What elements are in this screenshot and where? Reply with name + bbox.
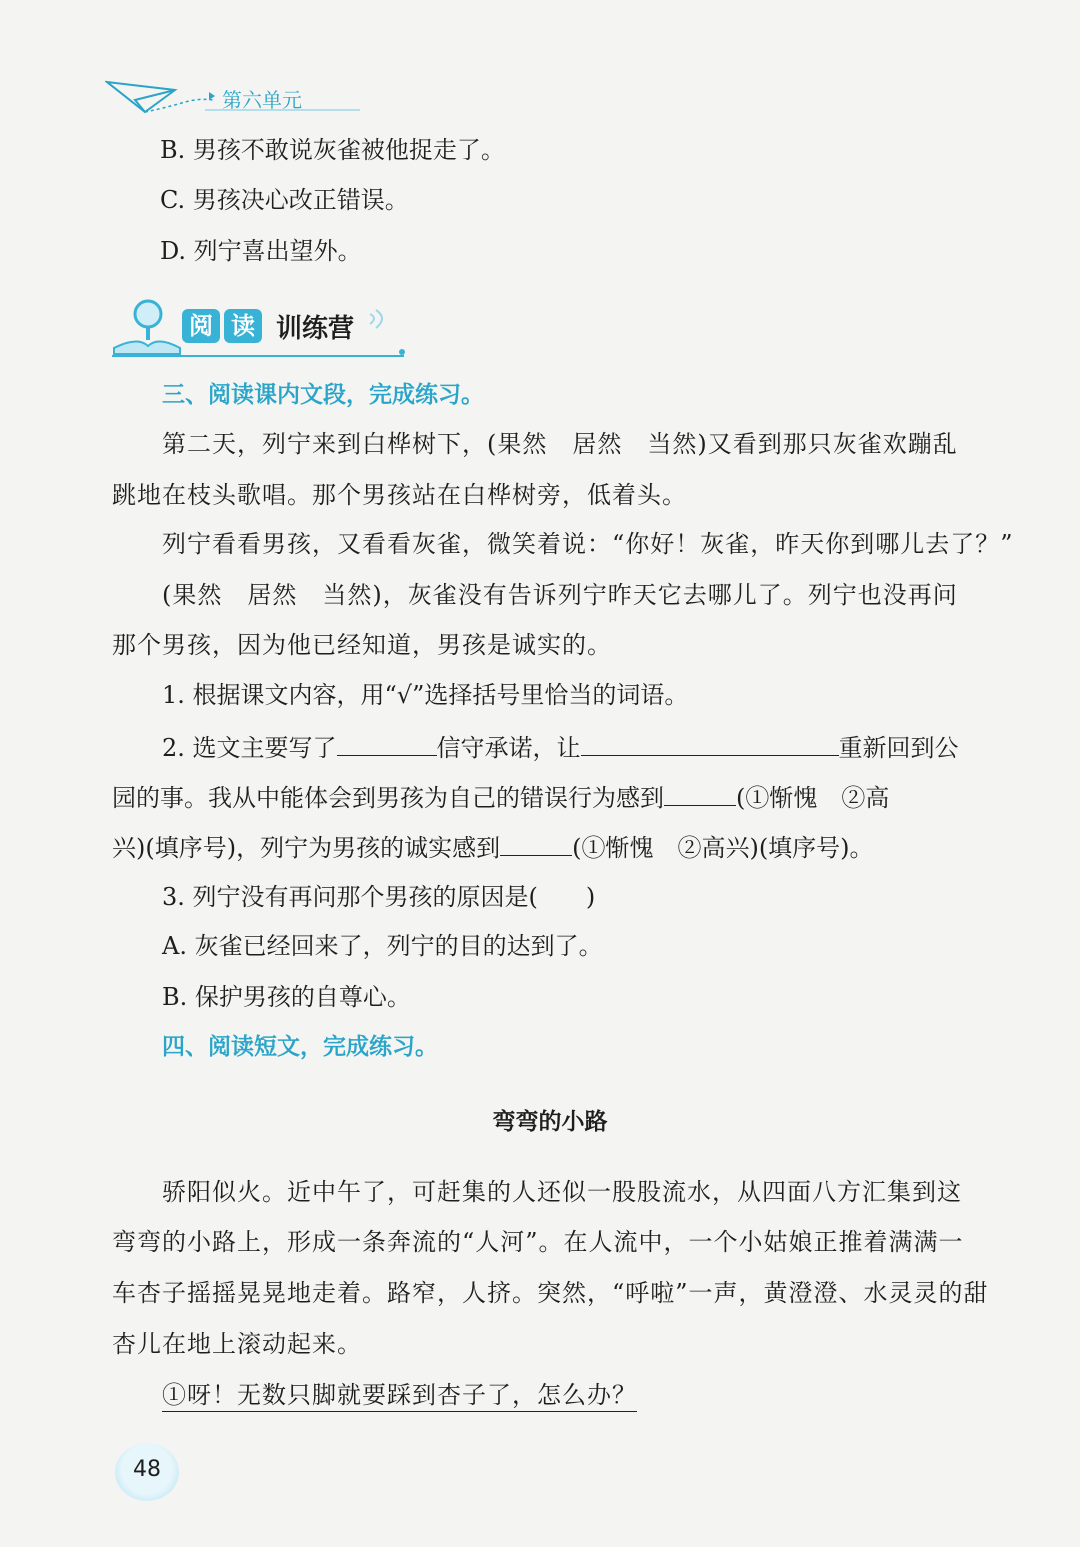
passage-line-3: 列宁看看男孩，又看看灰雀，微笑着说：“你好！灰雀，昨天你到哪儿去了？” [162, 530, 1014, 558]
question-2-line-1 [162, 731, 959, 763]
option-c: C. 男孩决心改正错误。 [160, 186, 409, 214]
q3-option-b: B. 保护男孩的自尊心。 [162, 983, 411, 1011]
book-icon [114, 341, 180, 354]
question-3: 3. 列宁没有再问那个男孩的原因是( ) [162, 883, 596, 911]
story-title: 弯弯的小路 [492, 1109, 608, 1135]
section4-heading: 四、阅读短文，完成练习。 [162, 1034, 438, 1060]
question-1: 1. 根据课文内容，用“√”选择括号里恰当的词语。 [162, 681, 689, 709]
passage-line-2: 跳地在枝头歌唱。那个男孩站在白桦树旁，低着头。 [112, 481, 687, 509]
q2-text-b: 信守承诺，让 [436, 734, 581, 762]
story-line-1: 骄阳似火。近中午了，可赶集的人还似一股股流水，从四面八方汇集到这 [162, 1178, 962, 1206]
story-line-4: 杏儿在地上滚动起来。 [112, 1330, 362, 1358]
q2-blank-4[interactable] [500, 831, 572, 856]
q3-option-a: A. 灰雀已经回来了，列宁的目的达到了。 [162, 932, 603, 960]
q2-blank-3[interactable] [664, 781, 736, 806]
option-d: D. 列宁喜出望外。 [160, 237, 362, 265]
badge-rest: 训练营 [276, 313, 355, 344]
q2-line3-text-b: (①惭愧 ②高兴)(填序号)。 [572, 834, 874, 862]
badge-chip-1: 阅 [182, 309, 220, 343]
q2-line2-text-b: (①惭愧 ②高 [736, 784, 890, 812]
passage-line-5: 那个男孩，因为他已经知道，男孩是诚实的。 [112, 631, 612, 659]
q2-text-c: 重新回到公 [838, 734, 959, 762]
badge-chip-2: 读 [224, 309, 262, 343]
unit-label: 第六单元 [222, 88, 302, 112]
question-2-line-3 [112, 831, 874, 863]
page-number-badge [115, 1443, 179, 1501]
section-badge-title [182, 308, 354, 344]
underlined-sentence: ①呀！无数只脚就要踩到杏子了，怎么办？ [162, 1381, 637, 1412]
passage-line-1: 第二天，列宁来到白桦树下，(果然 居然 当然)又看到那只灰雀欢蹦乱 [162, 430, 958, 458]
q2-blank-1[interactable] [337, 731, 437, 756]
passage-line-4: (果然 居然 当然)，灰雀没有告诉列宁昨天它去哪儿了。列宁也没再问 [162, 581, 958, 609]
q2-blank-2[interactable] [581, 731, 839, 756]
q2-line2-text-a: 园的事。我从中能体会到男孩为自己的错误行为感到 [112, 784, 664, 812]
question-2-line-2 [112, 781, 889, 813]
story-line-2: 弯弯的小路上，形成一条奔流的“人河”。在人流中，一个小姑娘正推着满满一 [112, 1228, 964, 1256]
story-line-3: 车杏子摇摇晃晃地走着。路窄，人挤。突然，“呼啦”一声，黄澄澄、水灵灵的甜 [112, 1279, 989, 1307]
magnifier-icon [135, 301, 161, 327]
section3-heading: 三、阅读课内文段，完成练习。 [162, 382, 484, 408]
underlined-sentence-line [162, 1381, 637, 1410]
page-number: 48 [133, 1457, 161, 1482]
q2-line3-text-a: 兴)(填序号)，列宁为男孩的诚实感到 [112, 834, 501, 862]
q2-text-a: 2. 选文主要写了 [162, 734, 337, 762]
option-b: B. 男孩不敢说灰雀被他捉走了。 [160, 136, 505, 164]
